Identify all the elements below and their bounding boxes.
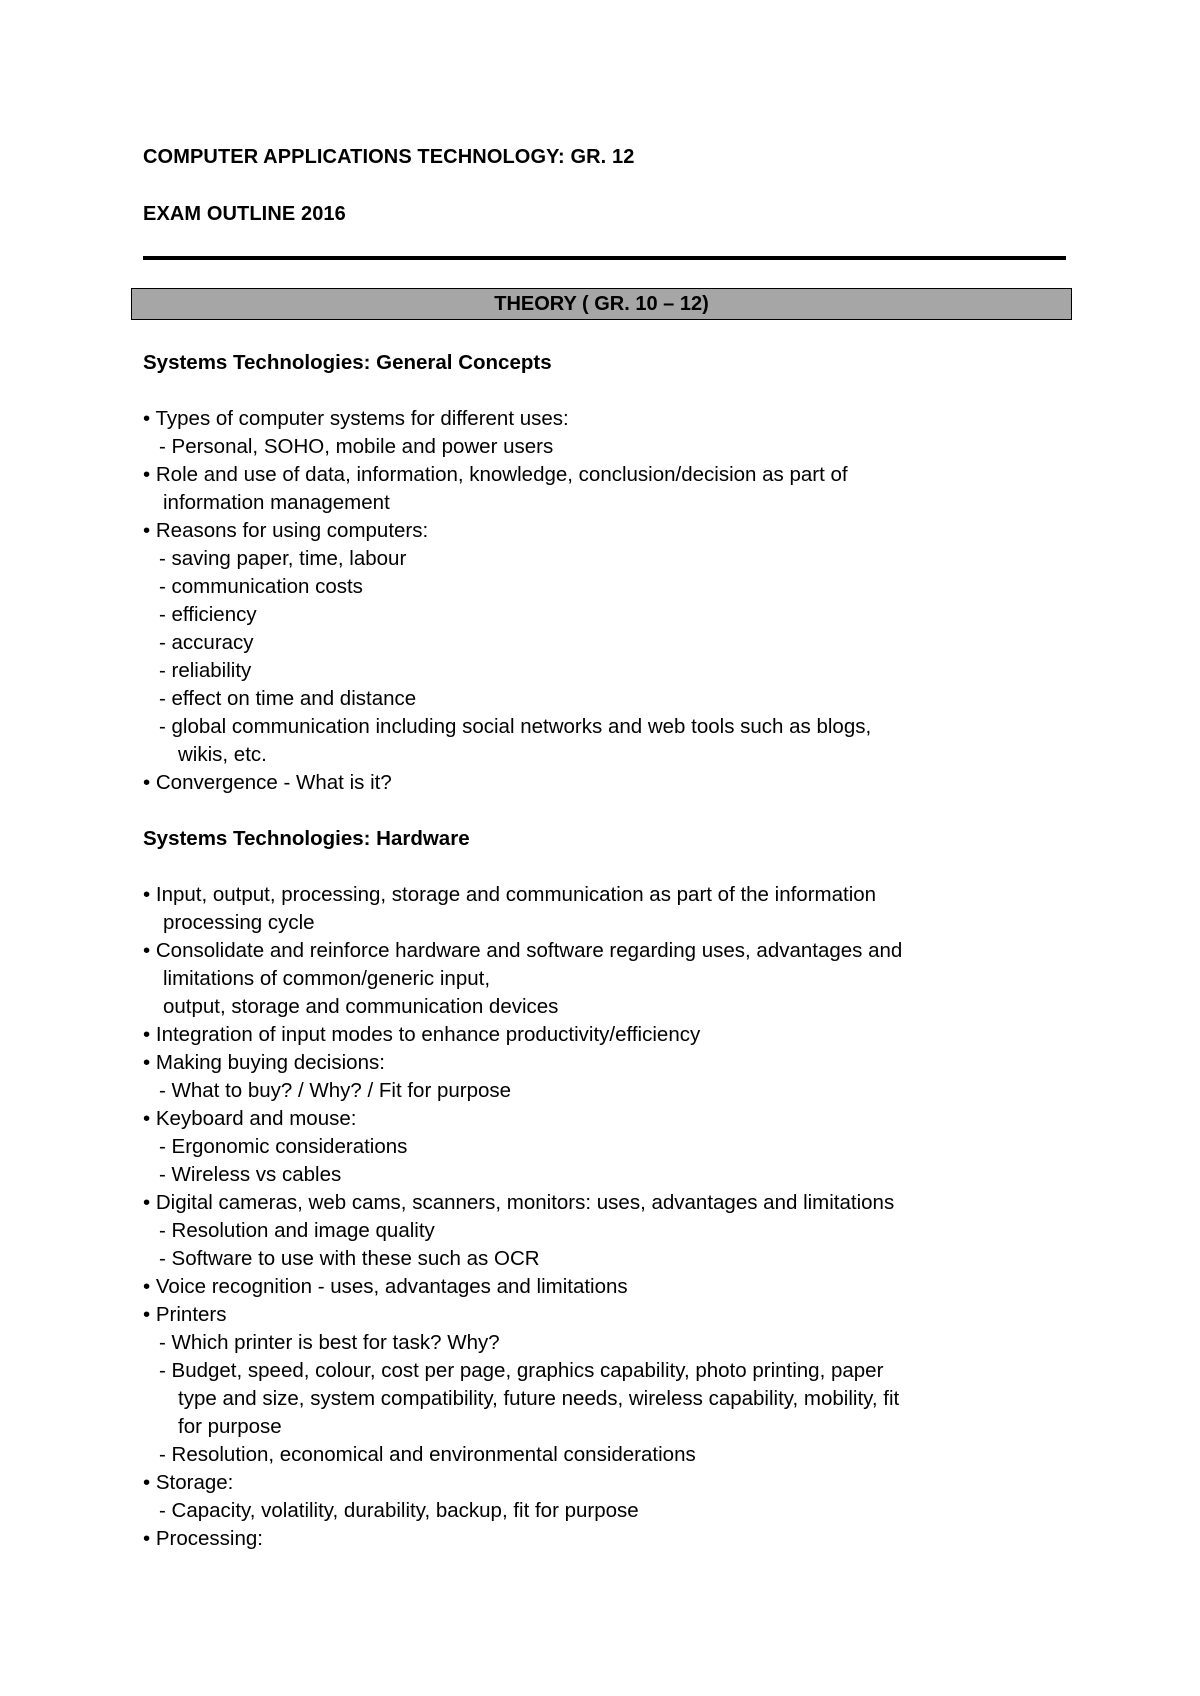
- continuation-line: processing cycle: [163, 911, 315, 934]
- sub-item: - Resolution, economical and environmental considerations: [159, 1443, 696, 1466]
- sub-item: - Capacity, volatility, durability, backup, fit for purpose: [159, 1499, 639, 1522]
- bullet-item: • Input, output, processing, storage and communication as part of the information: [143, 883, 877, 906]
- continuation-line: output, storage and communication devices: [163, 995, 559, 1018]
- continuation-line: type and size, system compatibility, future needs, wireless capability, mobility, fit: [178, 1387, 900, 1410]
- section-list: [143, 405, 1083, 797]
- spacer: [143, 853, 1083, 881]
- bullet-item: • Processing:: [143, 1527, 263, 1550]
- document-subtitle: EXAM OUTLINE 2016: [143, 203, 346, 225]
- bullet-item: • Digital cameras, web cams, scanners, monitors: uses, advantages and limitations: [143, 1191, 895, 1214]
- sub-item: - Software to use with these such as OCR: [159, 1247, 540, 1270]
- header-divider: [143, 256, 1066, 260]
- sub-item: - accuracy: [159, 631, 254, 654]
- document-title: COMPUTER APPLICATIONS TECHNOLOGY: GR. 12: [143, 146, 635, 168]
- continuation-line: wikis, etc.: [178, 743, 267, 766]
- sub-item: - effect on time and distance: [159, 687, 417, 710]
- sub-item: - What to buy? / Why? / Fit for purpose: [159, 1079, 512, 1102]
- sub-item: - Ergonomic considerations: [159, 1135, 408, 1158]
- continuation-line: information management: [163, 491, 390, 514]
- outline-content: [143, 349, 1083, 1553]
- bullet-item: • Keyboard and mouse:: [143, 1107, 357, 1130]
- sub-item: - Resolution and image quality: [159, 1219, 435, 1242]
- bullet-item: • Voice recognition - uses, advantages and limitations: [143, 1275, 628, 1298]
- sub-item: - Which printer is best for task? Why?: [159, 1331, 500, 1354]
- sub-item: - global communication including social networks and web tools such as blogs,: [159, 715, 872, 738]
- section-title: Systems Technologies: General Concepts: [143, 351, 552, 374]
- sub-item: - reliability: [159, 659, 252, 682]
- section-title: Systems Technologies: Hardware: [143, 827, 470, 850]
- section-list: [143, 881, 1083, 1553]
- continuation-line: limitations of common/generic input,: [163, 967, 491, 990]
- sub-item: - efficiency: [159, 603, 257, 626]
- spacer: [143, 797, 1083, 825]
- bullet-item: • Storage:: [143, 1471, 234, 1494]
- bullet-item: • Types of computer systems for different uses:: [143, 407, 569, 430]
- sub-item: - communication costs: [159, 575, 363, 598]
- continuation-line: for purpose: [178, 1415, 282, 1438]
- sub-item: - Personal, SOHO, mobile and power users: [159, 435, 554, 458]
- bullet-item: • Consolidate and reinforce hardware and software regarding uses, advantages and: [143, 939, 903, 962]
- sub-item: - Wireless vs cables: [159, 1163, 342, 1186]
- bullet-item: • Making buying decisions:: [143, 1051, 385, 1074]
- bullet-item: • Role and use of data, information, knowledge, conclusion/decision as part of: [143, 463, 848, 486]
- sub-item: - Budget, speed, colour, cost per page, graphics capability, photo printing, paper: [159, 1359, 884, 1382]
- sub-item: - saving paper, time, labour: [159, 547, 407, 570]
- spacer: [143, 377, 1083, 405]
- bullet-item: • Reasons for using computers:: [143, 519, 429, 542]
- bullet-item: • Printers: [143, 1303, 227, 1326]
- bullet-item: • Convergence - What is it?: [143, 771, 392, 794]
- theory-banner: THEORY ( GR. 10 – 12): [131, 288, 1072, 320]
- bullet-item: • Integration of input modes to enhance productivity/efficiency: [143, 1023, 701, 1046]
